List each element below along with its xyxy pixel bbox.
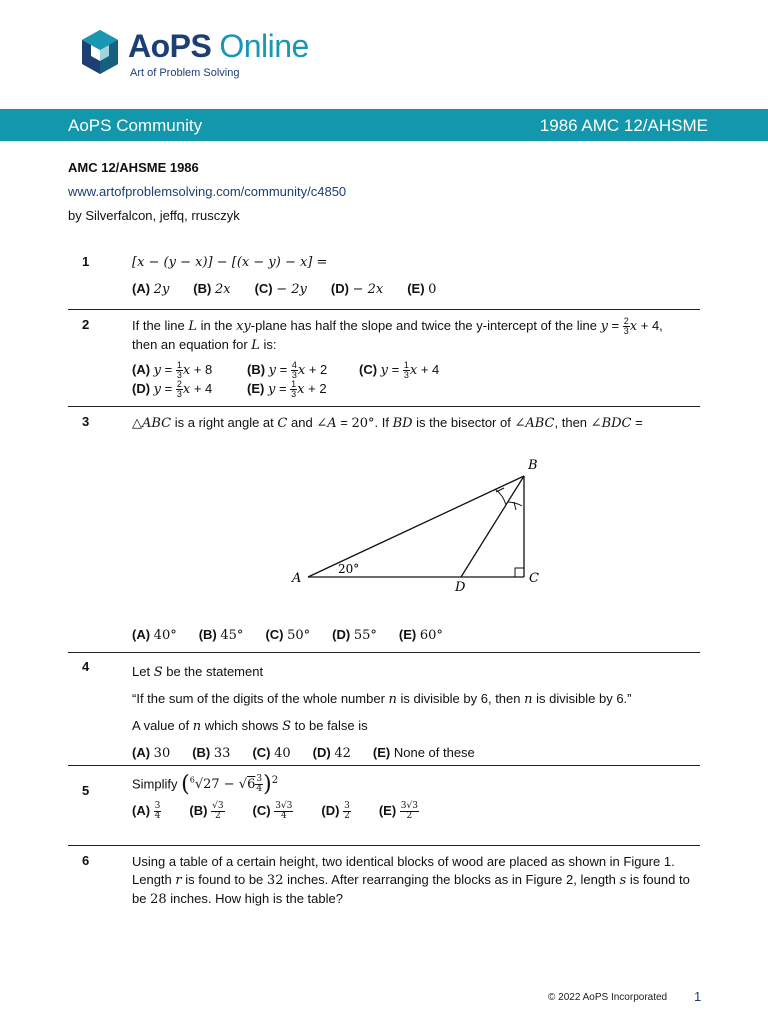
problem-number: 1 (82, 254, 90, 269)
document-title: AMC 12/AHSME 1986 (68, 160, 199, 175)
choice-c: (C) 50° (265, 627, 311, 643)
choice-a: (A) 2y (132, 281, 170, 297)
choice-d: (D) $\frac{3}{2}$ (321, 801, 350, 822)
problem-number: 3 (82, 414, 90, 429)
choice-e: (E) y = $\frac{1}{3}$ x + 2 (247, 379, 327, 400)
choice-d: (D) y = $\frac{2}{3}$ x + 4 (132, 379, 213, 400)
triangle-figure (280, 448, 580, 598)
problem-text: Simplify ($^6$√27 − √6 $\frac{3}{4}$ )$^2$ (132, 771, 279, 797)
problem-text: △ABC is a right angle at C and ∠A = 20°. If BD is the bisector of ∠ABC, then ∠BDC = (132, 415, 643, 431)
problem-number: 4 (82, 659, 90, 674)
choice-e: (E) None of these (372, 745, 475, 760)
problem-number: 5 (82, 783, 90, 798)
choice-c: (C) 40 (252, 745, 291, 761)
problem-text: Using a table of a certain height, two identical blocks of wood are placed as shown in Figure 1. Length r is found to be 32 inches. After rearranging the blocks as in Figure 2, length s is found to be 28 inches. How high is the table? (132, 854, 690, 907)
label-angle: 20° (338, 562, 360, 576)
problem-number: 6 (82, 853, 90, 868)
aops-cube-icon (80, 28, 120, 76)
divider (68, 765, 700, 766)
choice-a: (A) y = $\frac{1}{3}$ x + 8 (132, 360, 213, 381)
problem-text: Let S be the statement (132, 664, 264, 680)
divider (68, 309, 700, 310)
page-number: 1 (694, 989, 702, 1004)
choice-d: (D) 42 (312, 745, 351, 761)
brand-tagline: Art of Problem Solving (130, 67, 240, 79)
choice-row-1 (132, 361, 702, 380)
label-D: D (455, 580, 466, 595)
choice-b: (B) $\frac{√3}{2}$ (189, 801, 224, 822)
problem-expression: [x − (y − x)] − [(x − y) − x] = (132, 255, 328, 270)
choice-d: (D) − 2x (330, 281, 384, 297)
label-A: A (292, 571, 302, 586)
choice-e: (E) $\frac{3√3}{2}$ (378, 801, 418, 822)
label-C: C (529, 571, 539, 586)
header-banner (0, 109, 768, 141)
choice-row-2 (132, 380, 702, 399)
choice-e: (E) 60° (398, 627, 443, 643)
choice-b: (B) 2x (193, 281, 231, 297)
authors: by Silverfalcon, jeffq, rrusczyk (68, 208, 240, 223)
community-link[interactable]: www.artofproblemsolving.com/community/c4850 (68, 184, 347, 199)
choice-b: (B) y = $\frac{4}{3}$ x + 2 (247, 360, 328, 381)
problem-quote: “If the sum of the digits of the whole number n is divisible by 6, then n is divisible by 6.” (132, 691, 632, 707)
banner-community[interactable]: AoPS Community (68, 116, 203, 135)
choice-a: (A) 40° (132, 627, 177, 643)
brand-name: AoPS (128, 28, 212, 64)
divider (68, 652, 700, 653)
banner-contest: 1986 AMC 12/AHSME (539, 116, 708, 135)
aops-logo (80, 26, 340, 82)
problem-text: If the line L in the xy-plane has half the slope and twice the y-intercept of the line y = $\frac{2}{3}$ x + 4, then an equation for L is: (132, 316, 663, 354)
choice-b: (B) 45° (198, 627, 244, 643)
choice-a: (A) 30 (132, 745, 171, 761)
copyright: © 2022 AoPS Incorporated (548, 992, 668, 1003)
divider (68, 845, 700, 846)
problem-number: 2 (82, 317, 90, 332)
label-B: B (528, 458, 538, 473)
choice-c: (C) $\frac{3√3}{4}$ (252, 801, 293, 822)
document-header (68, 156, 346, 228)
divider (68, 406, 700, 407)
choice-e: (E) 0 (407, 281, 437, 297)
choice-c: (C) y = $\frac{1}{3}$ x + 4 (359, 360, 440, 381)
choice-d: (D) 55° (332, 627, 377, 643)
problem-question: A value of n which shows S to be false is (132, 718, 368, 734)
choice-c: (C) − 2y (254, 281, 307, 297)
brand-online: Online (219, 28, 309, 64)
choice-a: (A) $\frac{3}{4}$ (132, 801, 161, 822)
choice-b: (B) 33 (192, 745, 231, 761)
